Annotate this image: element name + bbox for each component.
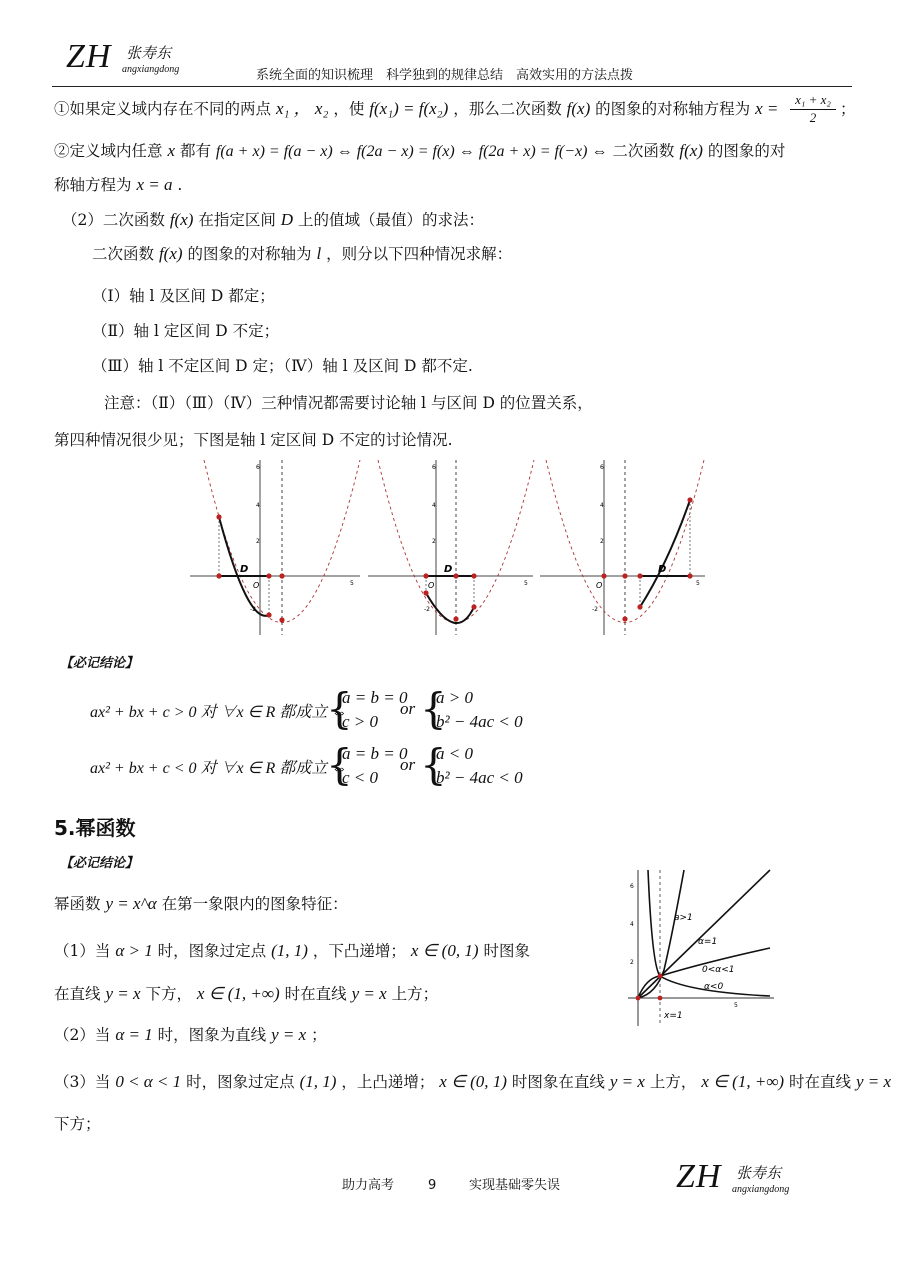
logo-script: 张寿东 <box>126 44 172 62</box>
math: f(x) <box>158 244 183 263</box>
label-alpha-lt-0: α<0 <box>704 982 724 992</box>
math: y = x <box>609 1072 645 1091</box>
text: 在直线 <box>54 985 101 1003</box>
header-tagline: 系统全面的知识梳理 科学独到的规律总结 高效实用的方法点拨 <box>256 68 634 83</box>
point <box>471 573 476 578</box>
text: ，使 <box>333 100 365 118</box>
point <box>423 573 428 578</box>
text: ，下凸递增； <box>312 942 406 960</box>
tick: -2 <box>250 606 256 613</box>
math: f(x) <box>169 210 194 229</box>
math: f(x) <box>566 99 591 118</box>
text: ，那么二次函数 <box>453 100 562 118</box>
footer-logo <box>676 1158 816 1202</box>
math: x ∈ (0, 1) <box>410 941 479 960</box>
brace: { <box>420 740 447 789</box>
math: f(x₁) = f(x₂) <box>369 99 449 118</box>
text: 上方， <box>649 1073 697 1091</box>
curve-alpha-lt-0 <box>648 870 770 996</box>
point <box>622 573 627 578</box>
math: x <box>167 141 175 160</box>
point <box>423 590 428 595</box>
curve-alpha-eq-1 <box>638 870 770 998</box>
label-O: O <box>253 581 260 590</box>
label-D: D <box>444 564 453 575</box>
text: 上方； <box>391 985 439 1003</box>
power-line-4 <box>54 1072 891 1092</box>
brace: { <box>326 684 353 733</box>
math: D <box>280 210 294 229</box>
footer-right: 实现基础零失误 <box>469 1178 561 1193</box>
text: （2）当 <box>54 1026 111 1044</box>
point <box>658 974 663 979</box>
text: ； <box>311 1026 327 1044</box>
tick: 6 <box>630 883 634 890</box>
math: x = a <box>136 175 173 194</box>
case-line: b² − 4ac < 0 <box>436 768 523 787</box>
parabola-segment <box>640 500 690 607</box>
case-line: c > 0 <box>342 712 379 731</box>
brace: { <box>420 684 447 733</box>
tick: 5 <box>524 580 528 587</box>
tick: 5 <box>350 580 354 587</box>
tick: -2 <box>592 606 598 613</box>
case-line: a < 0 <box>436 744 473 763</box>
point <box>687 497 692 502</box>
logo-subtitle: angxiangdong <box>732 1184 790 1195</box>
note-2: 第四种情况很少见；下图是轴 l 定区间 D 不定的讨论情况. <box>54 431 453 449</box>
logo-script: 张寿东 <box>736 1164 782 1182</box>
math: l <box>316 244 322 263</box>
case-1: （Ⅰ）轴 l 及区间 D 都定； <box>92 287 275 305</box>
point <box>266 573 271 578</box>
conclusion-heading: 【必记结论】 <box>60 656 139 671</box>
text: 的图象的对称轴为 <box>187 245 312 263</box>
point <box>266 612 271 617</box>
tick: 2 <box>432 538 436 545</box>
power-function-graph <box>626 866 776 1028</box>
label-O: O <box>596 581 603 590</box>
math: x ∈ (0, 1) <box>439 1072 507 1091</box>
math: (1, 1) <box>299 1072 337 1091</box>
logo-letters: ZH <box>66 38 112 75</box>
math: (1, 1) <box>271 941 308 960</box>
point <box>453 573 458 578</box>
label-O: O <box>428 581 435 590</box>
label-alpha-between: 0<α<1 <box>702 965 735 975</box>
text: ①如果定义域内存在不同的两点 <box>54 100 272 118</box>
page-number: 9 <box>428 1178 437 1193</box>
case-group-1 <box>342 742 407 790</box>
text: . <box>177 176 183 194</box>
paragraph-2 <box>54 141 785 162</box>
case-3: （Ⅲ）轴 l 不定区间 D 定；（Ⅳ）轴 l 及区间 D 都不定. <box>92 357 473 375</box>
tick: 4 <box>256 502 260 509</box>
tick: 5 <box>734 1002 738 1009</box>
header-rule <box>52 86 852 87</box>
tick: 4 <box>600 502 604 509</box>
power-line-3 <box>54 1025 327 1045</box>
text: 时在直线 <box>789 1073 852 1091</box>
case-group-1 <box>342 686 407 734</box>
text: 称轴方程为 <box>54 176 132 194</box>
text: 的图象的对称轴方程为 <box>595 100 751 118</box>
math: x ∈ (1, +∞) <box>701 1072 785 1091</box>
condition-lhs: ax² + bx + c < 0 对 ∀x ∈ R 都成立 ⇔ <box>90 760 348 777</box>
tick: 6 <box>256 464 260 471</box>
text: （3）当 <box>54 1073 111 1091</box>
tick: 2 <box>256 538 260 545</box>
label-D: D <box>240 564 249 575</box>
point <box>622 616 627 621</box>
logo-letters: ZH <box>676 1158 722 1195</box>
tick: 5 <box>696 580 700 587</box>
math: y = x <box>856 1072 892 1091</box>
text: 的图象的对 <box>707 142 786 160</box>
point <box>216 514 221 519</box>
tick: -2 <box>424 606 430 613</box>
text: 二次函数 <box>612 142 675 160</box>
math: 0 < α < 1 <box>115 1072 182 1091</box>
section-heading: 【必记结论】 <box>60 856 139 871</box>
text: 上的值域（最值）的求法： <box>298 211 485 229</box>
point <box>658 996 663 1001</box>
text: 幂函数 <box>54 895 101 913</box>
point <box>687 573 692 578</box>
or: or <box>400 699 416 718</box>
footer-left: 助力高考 <box>342 1178 395 1193</box>
point <box>216 573 221 578</box>
label-x-eq-1: x=1 <box>664 1011 683 1021</box>
text: 在指定区间 <box>198 211 276 229</box>
math: α = 1 <box>115 1025 153 1044</box>
math: α > 1 <box>115 941 153 960</box>
case-group-2 <box>436 686 523 734</box>
conclusion-row-2 <box>90 742 550 792</box>
text: 时，图象过定点 <box>186 1073 295 1091</box>
power-intro <box>54 894 348 914</box>
text: 二次函数 <box>92 245 155 263</box>
case-line: b² − 4ac < 0 <box>436 712 523 731</box>
text: 下方， <box>145 985 192 1003</box>
case-line: c < 0 <box>342 768 379 787</box>
text: 在第一象限内的图象特征： <box>161 895 348 913</box>
point <box>279 617 284 622</box>
case-line: a > 0 <box>436 688 473 707</box>
text: （1）当 <box>54 942 111 960</box>
graph-3 <box>540 460 705 635</box>
label-alpha-gt-1: a>1 <box>674 913 693 923</box>
header-logo <box>66 38 206 82</box>
math: f(a + x) = f(a − x) ⇔ f(2a − x) = f(x) ⇔ f(2a + x) = f(−x) ⇔ <box>215 143 608 160</box>
text: 时图象在直线 <box>511 1073 605 1091</box>
text: ，则分以下四种情况求解： <box>326 245 513 263</box>
fraction <box>790 92 836 126</box>
section-title: 5.幂函数 <box>54 816 136 840</box>
text: ②定义域内任意 <box>54 142 163 160</box>
point <box>471 604 476 609</box>
tick: 2 <box>600 538 604 545</box>
logo-subtitle: angxiangdong <box>122 64 180 75</box>
text: 都有 <box>179 142 211 160</box>
condition-lhs: ax² + bx + c > 0 对 ∀x ∈ R 都成立 ⇔ <box>90 704 348 721</box>
math: x ∈ (1, +∞) <box>196 984 280 1003</box>
point <box>637 604 642 609</box>
label-alpha-eq-1: α=1 <box>698 937 718 947</box>
case-2: （Ⅱ）轴 l 定区间 D 不定； <box>92 322 280 340</box>
math: x = <box>755 99 779 118</box>
tick: 2 <box>630 959 634 966</box>
note: 注意：（Ⅱ）（Ⅲ）（Ⅳ）三种情况都需要讨论轴 l 与区间 D 的位置关系， <box>104 394 593 412</box>
conclusion-row-1 <box>90 686 550 736</box>
graph-1 <box>190 460 360 635</box>
power-line-1 <box>54 941 530 961</box>
power-line-5: 下方； <box>54 1115 101 1133</box>
or: or <box>400 755 416 774</box>
point <box>637 573 642 578</box>
point <box>453 616 458 621</box>
label-D: D <box>658 564 667 575</box>
tick: 6 <box>600 464 604 471</box>
fraction-denominator: 2 <box>809 110 817 125</box>
paragraph-5 <box>92 244 512 264</box>
math: y = x^α <box>105 894 157 913</box>
case-line: a = b = 0 <box>342 688 408 707</box>
paragraph-3 <box>54 175 182 195</box>
text: 时，图象为直线 <box>157 1026 267 1044</box>
graph-2 <box>368 460 534 635</box>
text: 时图象 <box>483 942 530 960</box>
paragraph-1 <box>54 99 778 119</box>
point <box>601 573 606 578</box>
text: ； <box>840 100 856 118</box>
math: f(x) <box>679 141 703 160</box>
text: （2）二次函数 <box>62 211 165 229</box>
text: ，上凸递增； <box>341 1073 435 1091</box>
brace: { <box>326 740 353 789</box>
text: 时在直线 <box>284 985 347 1003</box>
point <box>636 996 641 1001</box>
case-line: a = b = 0 <box>342 744 408 763</box>
point <box>279 573 284 578</box>
curve-alpha-gt-1 <box>638 870 684 998</box>
math: y = x <box>271 1025 307 1044</box>
text: 时，图象过定点 <box>157 942 267 960</box>
power-line-2 <box>54 984 438 1004</box>
parabola-graphs <box>190 455 710 645</box>
case-group-2 <box>436 742 523 790</box>
fraction-numerator: x₁ + x₂ <box>790 92 836 110</box>
math: y = x <box>351 984 387 1003</box>
tick: 4 <box>432 502 436 509</box>
math: x₁ ， x₂ <box>275 99 329 118</box>
tick: 6 <box>432 464 436 471</box>
paragraph-4 <box>62 210 484 230</box>
math: y = x <box>105 984 141 1003</box>
tick: 4 <box>630 921 634 928</box>
